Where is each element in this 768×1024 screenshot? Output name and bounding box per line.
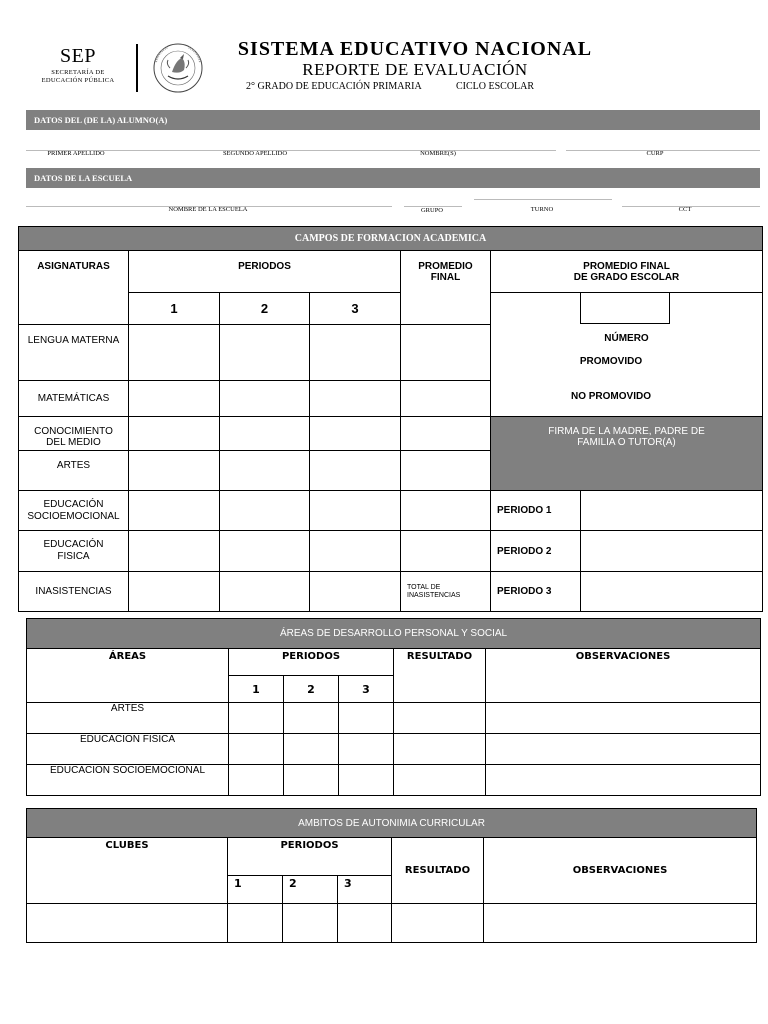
grade-cell[interactable] bbox=[310, 531, 401, 572]
signature-period-2-label: PERIODO 2 bbox=[491, 531, 581, 572]
national-seal-icon bbox=[150, 42, 206, 94]
final-cell[interactable] bbox=[401, 451, 491, 491]
period-2-header: 2 bbox=[220, 293, 310, 325]
final-cell[interactable] bbox=[401, 417, 491, 451]
subject-fisica-line-2: FISICA bbox=[57, 551, 90, 562]
areas-cell[interactable] bbox=[284, 765, 339, 796]
final-cell[interactable] bbox=[401, 491, 491, 531]
grade-average-header bbox=[491, 251, 763, 293]
ambitos-period-1-header: 1 bbox=[228, 876, 283, 904]
areas-cell[interactable] bbox=[284, 703, 339, 734]
grade-cell[interactable] bbox=[129, 491, 220, 531]
areas-observation-cell[interactable] bbox=[486, 734, 761, 765]
grade-cell[interactable] bbox=[129, 531, 220, 572]
grade-average-box[interactable] bbox=[580, 293, 670, 324]
total-absences-line-1: TOTAL DE bbox=[407, 583, 441, 591]
areas-period-1-header: 1 bbox=[229, 676, 284, 703]
school-name-label: NOMBRE DE LA ESCUELA bbox=[168, 206, 248, 213]
total-absences-cell[interactable] bbox=[401, 572, 491, 612]
periods-header: PERIODOS bbox=[129, 251, 401, 293]
club-name-cell[interactable] bbox=[27, 904, 228, 943]
areas-cell[interactable] bbox=[339, 734, 394, 765]
signature-period-2-cell[interactable] bbox=[581, 531, 763, 572]
subject-fisica bbox=[19, 531, 129, 572]
ambitos-cell[interactable] bbox=[338, 904, 392, 943]
numero-label: NÚMERO bbox=[604, 332, 649, 344]
subject-matematicas: MATEMÁTICAS bbox=[19, 381, 129, 417]
document-subtitle: REPORTE DE EVALUACIÓN bbox=[302, 60, 528, 79]
final-cell[interactable] bbox=[401, 325, 491, 381]
ambitos-observation-cell[interactable] bbox=[484, 904, 757, 943]
logo-sub-2: EDUCACIÓN PÚBLICA bbox=[41, 77, 115, 84]
areas-cell[interactable] bbox=[229, 703, 284, 734]
signature-line-1: FIRMA DE LA MADRE, PADRE DE bbox=[548, 426, 705, 437]
areas-result-cell[interactable] bbox=[394, 703, 486, 734]
subject-lengua: LENGUA MATERNA bbox=[19, 325, 129, 381]
grade-cell[interactable] bbox=[220, 325, 310, 381]
areas-table bbox=[26, 618, 761, 796]
ambitos-table bbox=[26, 808, 757, 943]
ambitos-band: AMBITOS DE AUTONIMIA CURRICULAR bbox=[27, 809, 757, 838]
areas-result-header: RESULTADO bbox=[394, 649, 486, 703]
subject-fisica-line-1: EDUCACIÓN bbox=[43, 539, 104, 550]
period-1-header: 1 bbox=[129, 293, 220, 325]
areas-band: ÁREAS DE DESARROLLO PERSONAL Y SOCIAL bbox=[27, 619, 761, 649]
promotion-cell bbox=[491, 325, 763, 417]
cct-label: CCT bbox=[678, 206, 692, 213]
logo-divider bbox=[136, 44, 138, 92]
student-band: DATOS DEL (DE LA) ALUMNO(A) bbox=[26, 110, 760, 130]
grade-average-line-1: PROMEDIO FINAL bbox=[583, 261, 670, 272]
ambitos-periods-header: PERIODOS bbox=[228, 838, 392, 876]
signature-header bbox=[491, 417, 763, 491]
ambitos-period-3-header: 3 bbox=[338, 876, 392, 904]
grade-cell[interactable] bbox=[220, 451, 310, 491]
group-label: GRUPO bbox=[420, 207, 444, 214]
period-3-header: 3 bbox=[310, 293, 401, 325]
signature-period-1-cell[interactable] bbox=[581, 491, 763, 531]
logo-text: SEP bbox=[60, 45, 96, 67]
promoted-label: PROMOVIDO bbox=[579, 355, 643, 367]
academic-band: CAMPOS DE FORMACION ACADEMICA bbox=[19, 227, 763, 251]
grade-cell[interactable] bbox=[220, 417, 310, 451]
areas-period-2-header: 2 bbox=[284, 676, 339, 703]
clubs-header: CLUBES bbox=[27, 838, 228, 904]
areas-periods-header: PERIODOS bbox=[229, 649, 394, 676]
document-title: SISTEMA EDUCATIVO NACIONAL bbox=[237, 38, 593, 60]
grade-cell[interactable] bbox=[129, 325, 220, 381]
grade-cell[interactable] bbox=[310, 451, 401, 491]
logo-sub-1: SECRETARÍA DE bbox=[51, 69, 105, 76]
subject-conocimiento bbox=[19, 417, 129, 451]
areas-row-label: EDUCACION FISICA bbox=[27, 734, 229, 765]
areas-result-cell[interactable] bbox=[394, 765, 486, 796]
school-band: DATOS DE LA ESCUELA bbox=[26, 168, 760, 188]
academic-table bbox=[18, 226, 763, 612]
areas-observation-cell[interactable] bbox=[486, 703, 761, 734]
absence-cell[interactable] bbox=[129, 572, 220, 612]
grade-cell[interactable] bbox=[220, 381, 310, 417]
shift-line[interactable] bbox=[474, 199, 612, 200]
given-names-label: NOMBRE(S) bbox=[420, 150, 456, 157]
grade-cell[interactable] bbox=[220, 491, 310, 531]
areas-row-label: EDUCACION SOCIOEMOCIONAL bbox=[27, 765, 229, 796]
signature-line-2: FAMILIA O TUTOR(A) bbox=[577, 437, 676, 448]
signature-period-1-label: PERIODO 1 bbox=[491, 491, 581, 531]
final-average-line-2: FINAL bbox=[430, 272, 461, 283]
areas-cell[interactable] bbox=[229, 734, 284, 765]
grade-cell[interactable] bbox=[310, 381, 401, 417]
total-absences-line-2: INASISTENCIAS bbox=[407, 591, 461, 599]
curp-label: CURP bbox=[646, 150, 664, 157]
ambitos-observations-header: OBSERVACIONES bbox=[484, 838, 757, 904]
final-cell[interactable] bbox=[401, 531, 491, 572]
grade-cell[interactable] bbox=[129, 417, 220, 451]
absence-cell[interactable] bbox=[310, 572, 401, 612]
grade-cell[interactable] bbox=[310, 325, 401, 381]
ambitos-period-2-header: 2 bbox=[283, 876, 338, 904]
grade-average-box-cell bbox=[491, 293, 763, 325]
areas-row-label: ARTES bbox=[27, 703, 229, 734]
grade-cell[interactable] bbox=[129, 381, 220, 417]
areas-cell[interactable] bbox=[284, 734, 339, 765]
subject-socio-line-1: EDUCACIÓN bbox=[43, 498, 104, 510]
areas-observation-cell[interactable] bbox=[486, 765, 761, 796]
final-average-header bbox=[401, 251, 491, 325]
sep-logo bbox=[38, 46, 118, 85]
areas-result-cell[interactable] bbox=[394, 734, 486, 765]
grade-label: 2° GRADO DE EDUCACIÓN PRIMARIA bbox=[246, 81, 422, 92]
grade-cell[interactable] bbox=[310, 417, 401, 451]
ambitos-result-header: RESULTADO bbox=[392, 838, 484, 904]
grade-cell[interactable] bbox=[129, 451, 220, 491]
subject-socioemocional bbox=[19, 491, 129, 531]
grade-cell[interactable] bbox=[310, 491, 401, 531]
ambitos-cell[interactable] bbox=[283, 904, 338, 943]
shift-label: TURNO bbox=[530, 206, 554, 213]
first-surname-label: PRIMER APELLIDO bbox=[47, 150, 105, 157]
subject-conocimiento-line-2: DEL MEDIO bbox=[46, 437, 101, 448]
subject-conocimiento-line-1: CONOCIMIENTO bbox=[34, 426, 113, 437]
cycle-label: CICLO ESCOLAR bbox=[456, 81, 535, 92]
areas-cell[interactable] bbox=[339, 765, 394, 796]
final-cell[interactable] bbox=[401, 381, 491, 417]
subjects-header: ASIGNATURAS bbox=[19, 251, 129, 325]
absence-cell[interactable] bbox=[220, 572, 310, 612]
second-surname-label: SEGUNDO APELLIDO bbox=[222, 150, 288, 157]
subject-socio-line-2: SOCIOEMOCIONAL bbox=[27, 510, 120, 522]
areas-header: ÁREAS bbox=[27, 649, 229, 703]
subject-inasistencias: INASISTENCIAS bbox=[19, 572, 129, 612]
signature-period-3-cell[interactable] bbox=[581, 572, 763, 612]
signature-period-3-label: PERIODO 3 bbox=[491, 572, 581, 612]
subject-artes: ARTES bbox=[19, 451, 129, 491]
grade-cell[interactable] bbox=[220, 531, 310, 572]
ambitos-cell[interactable] bbox=[228, 904, 283, 943]
areas-cell[interactable] bbox=[229, 765, 284, 796]
areas-period-3-header: 3 bbox=[339, 676, 394, 703]
areas-cell[interactable] bbox=[339, 703, 394, 734]
grade-average-line-2: DE GRADO ESCOLAR bbox=[573, 272, 680, 283]
not-promoted-label: NO PROMOVIDO bbox=[570, 390, 651, 402]
areas-observations-header: OBSERVACIONES bbox=[486, 649, 761, 703]
final-average-line-1: PROMEDIO bbox=[418, 261, 473, 272]
ambitos-result-cell[interactable] bbox=[392, 904, 484, 943]
